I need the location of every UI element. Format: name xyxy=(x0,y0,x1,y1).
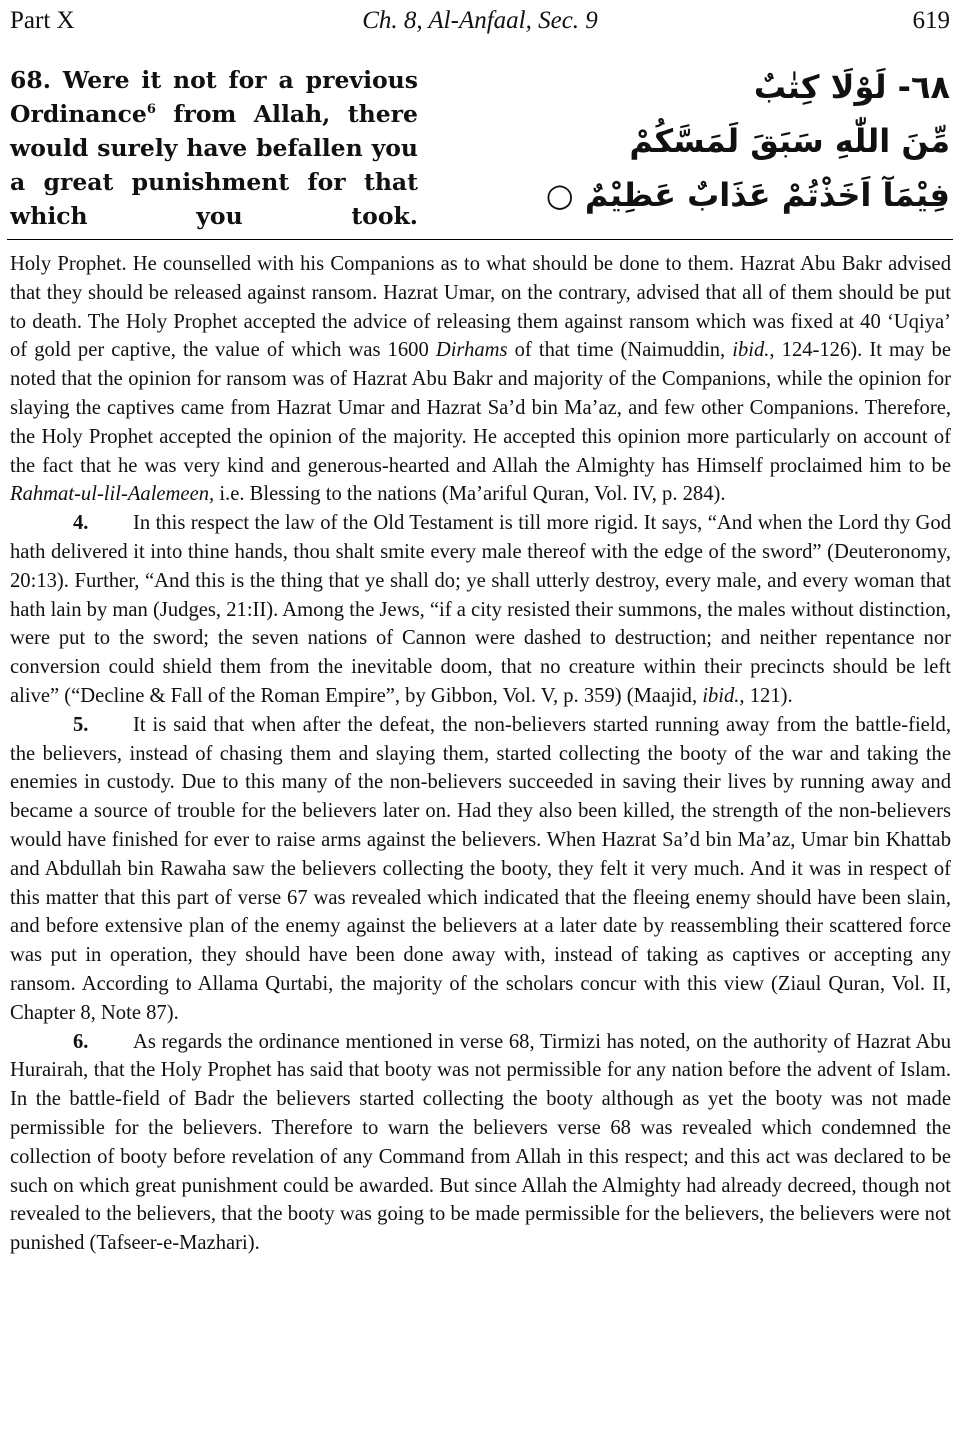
arabic-verse xyxy=(545,60,950,232)
commentary-notes xyxy=(10,250,951,1258)
arabic-line-3: فِيْمَآ اَخَذْتُمْ عَذَابٌ عَظِيْمٌ ○ xyxy=(545,176,950,214)
note-number: 4. xyxy=(73,512,89,535)
note-number: 6. xyxy=(73,1030,89,1053)
page-header xyxy=(10,4,950,38)
section-divider xyxy=(7,239,953,240)
part-label: Part X xyxy=(10,7,75,34)
verse-number: 68. xyxy=(10,66,51,94)
page-number: 619 xyxy=(912,7,950,34)
arabic-line-2: مِّنَ اللّٰهِ سَبَقَ لَمَسَّكُمْ xyxy=(629,122,950,160)
note-4: 4. In this respect the law of the Old Testament is till more rigid. It says, “And when the Lord thy God hath delivered it into thine hands, thou shalt smite every male thereof with the edge of the sword” (Deuteronomy, 20:13). Further, “And this is the thing that ye shall do; ye shall utterly destroy, every male, and every woman that hath lain by man (Judges, 21:II). Among the Jews, “if a city resisted their summons, the males without distinction, were put to the sword; the seven nations of Cannon were dashed to destruction; and neither repentance nor conversion could shield them from the inevitable doom, that no creature within their precincts should be left alive” (“Decline & Fall of the Roman Empire”, by Gibbon, Vol. V, p. 359) (Maajid, ibid., 121). xyxy=(10,509,951,711)
note-6: 6. As regards the ordinance mentioned in verse 68, Tirmizi has noted, on the authority of Hazrat Abu Hurairah, that the Holy Prophet has said that booty was not permissible for any nation before the advent of Islam. In the battle-field of Badr the believers started collecting the booty although as yet the booty was not made permissible for the believers. Therefore to warn the believers verse 68 was revealed which condemned the collection of booty before revelation of any Command from Allah in this respect; and this act was declared to be such on which great punishment could be awarded. But since Allah the Almighty had already decreed, though not revealed to the believers, that the booty was going to be made permissible for the believers, the believers were not punished (Tafseer-e-Mazhari). xyxy=(10,1028,951,1258)
arabic-line-1: ٦٨- لَوْلَا كِتٰبٌ xyxy=(753,68,950,106)
verse-translation xyxy=(10,63,418,233)
verse-text-before: Were it not for a previous Ordinance xyxy=(10,66,418,128)
note-paragraph-continued: Holy Prophet. He counselled with his Companions as to what should be done to them. Hazrat Abu Bakr advised that they should be released against ransom. Hazrat Umar, on the contrary, advised that all of them should be put to death. The Holy Prophet accepted the advice of releasing them against ransom which was fixed at 40 ‘Uqiya’ of gold per captive, the value of which was 1600 Dirhams of that time (Naimuddin, ibid., 124-126). It may be noted that the opinion for ransom was of Hazrat Abu Bakr and majority of the Companions, while the opinion for slaying the captives came from Hazrat Umar and Hazrat Sa’d bin Ma’az, and few other Companions. Therefore, the Holy Prophet accepted the opinion of the majority. He accepted this opinion more particularly on account of the fact that he was very kind and generous-hearted and Allah the Almighty has Himself proclaimed him to be Rahmat-ul-lil-Aalemeen, i.e. Blessing to the nations (Ma’ariful Quran, Vol. IV, p. 284). xyxy=(10,253,951,506)
note-5: 5. It is said that when after the defeat, the non-believers started running away from the battle-field, the believers, instead of chasing them and slaying them, started collecting the booty of the war and taking the enemies in custody. Due to this many of the non-believers succeeded in saving their lives by running away and became a source of trouble for the believers later on. Had they also been killed, the strength of the non-believers would have finished for ever to raise arms against the believers. When Hazrat Sa’d bin Ma’az, Umar bin Khattab and Abdullah bin Rawaha saw the believers collecting the booty, they felt it very much. And it was in respect of this matter that this part of verse 67 was revealed which indicated that the fleeing enemy should have been slain, and before extensive plan of the enemy against the believers at a later date by reassembling their scattered force was put in operation, they should have been done away with, instead of taking as captives or accepting any ransom. According to Allama Qurtabi, the majority of the scholars concur with this view (Ziaul Quran, Vol. II, Chapter 8, Note 87). xyxy=(10,711,951,1028)
chapter-title: Ch. 8, Al-Anfaal, Sec. 9 xyxy=(362,7,598,34)
footnote-reference[interactable]: 6 xyxy=(146,102,156,118)
note-number: 5. xyxy=(73,713,89,736)
verse-text-after: from Allah, there would surely have befallen you a great punishment for that which you took. xyxy=(10,100,419,230)
